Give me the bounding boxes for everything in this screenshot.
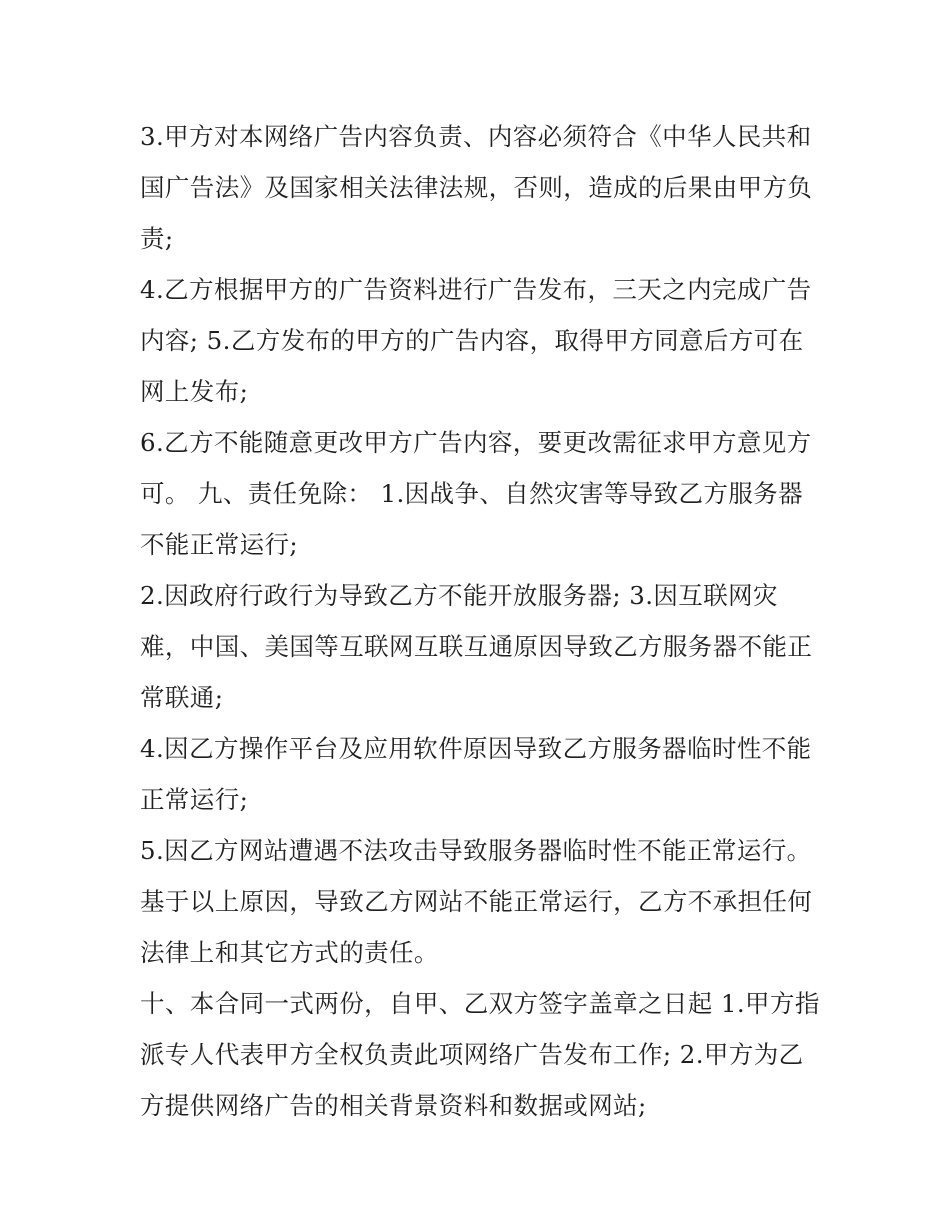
paragraph-exemption-4: 4.因乙方操作平台及应用软件原因导致乙方服务器临时性不能正常运行;	[140, 734, 812, 814]
paragraph-exemption-5: 5.因乙方网站遭遇不法攻击导致服务器临时性不能正常运行。基于以上原因，导致乙方网站不能正常运行，乙方不承担任何法律上和其它方式的责任。	[140, 836, 813, 967]
paragraph-exemption-2-3: 2.因政府行政行为导致乙方不能开放服务器; 3.因互联网灾难，中国、美国等互联网互联互通原因导致乙方服务器不能正常联通;	[140, 581, 813, 712]
paragraph-clause-4-5: 4.乙方根据甲方的广告资料进行广告发布，三天之内完成广告内容; 5.乙方发布的甲方的广告内容，取得甲方同意后方可在网上发布;	[140, 275, 812, 406]
document-body	[140, 111, 820, 1131]
paragraph-clause-3: 3.甲方对本网络广告内容负责、内容必须符合《中华人民共和国广告法》及国家相关法律法规，否则，造成的后果由甲方负责;	[140, 122, 813, 253]
paragraph-clause-6-exemption: 6.乙方不能随意更改甲方广告内容，要更改需征求甲方意见方可。 九、责任免除： 1.因战争、自然灾害等导致乙方服务器不能正常运行;	[140, 428, 812, 559]
paragraph-section-10: 十、本合同一式两份，自甲、乙双方签字盖章之日起 1.甲方指派专人代表甲方全权负责此项网络广告发布工作; 2.甲方为乙方提供网络广告的相关背景资料和数据或网站;	[140, 989, 820, 1120]
